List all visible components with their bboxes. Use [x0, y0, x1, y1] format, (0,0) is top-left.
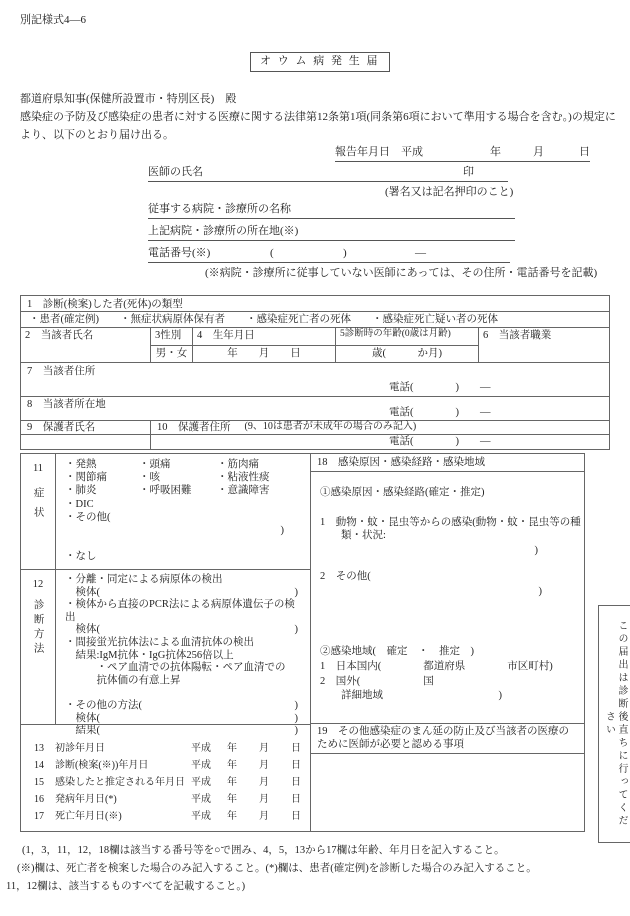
- patient-name-label: 2 当該者氏名: [25, 330, 94, 341]
- phone-note: (※病院・診療所に従事していない医師にあっては、その住所・電話番号を記載): [205, 267, 598, 279]
- age-label: 5診断時の年齢(0歳は月齢): [340, 329, 451, 339]
- diagnosis-line: 検体( ): [65, 712, 298, 724]
- prevention-header: 19 その他感染症のまん延の防止及び当該者の医療のために医師が必要と認める事項: [311, 723, 584, 754]
- clinical-details-table: [20, 453, 585, 832]
- diagnosis-number: 12: [32, 579, 44, 590]
- diagnosis-line: ・間接蛍光抗体法による血清抗体の検出: [65, 636, 254, 648]
- date-row: 14 診断(検案(※))年月日 平成 年 月 日: [34, 760, 301, 771]
- law-text-line1: 感染症の予防及び感染症の患者に対する医療に関する法律第12条第1項(同条第6項において準用する場合を含む。)の規定に: [20, 111, 616, 123]
- report-date-era: 平成: [401, 146, 423, 158]
- symptoms-label: 症状: [32, 487, 44, 527]
- symptom-row: [65, 484, 310, 497]
- date-row-number: 16: [34, 794, 44, 805]
- date-row-number: 13: [34, 743, 44, 754]
- symptom-item: ・関節痛: [65, 472, 107, 484]
- infection-route2: 2 その他(: [320, 571, 371, 582]
- date-row-label: 発病年月日(*): [55, 794, 117, 805]
- diagnosis-line: ・その他の方法( ): [65, 699, 298, 711]
- diagnosis-line: ・分離・同定による病原体の検出: [65, 574, 223, 585]
- guardian-address-label: 10 保護者住所: [157, 422, 231, 433]
- symptom-item: ・発熱: [65, 459, 97, 470]
- law-text-line2: より、以下のとおり届け出る。: [20, 129, 174, 141]
- patient-name-cell: [21, 328, 151, 362]
- symptom-item: ・咳: [139, 472, 160, 484]
- doctor-name-field: [148, 166, 508, 182]
- symptom-item: ・頭痛: [139, 459, 171, 470]
- clinical-right-column: [311, 454, 584, 831]
- report-date-field: [335, 146, 590, 162]
- date-row: 16 発病年月日(*) 平成 年 月 日: [34, 794, 301, 805]
- form-title-box: [250, 52, 390, 72]
- infection-route1-line2: 類・状況:: [320, 530, 386, 541]
- date-row-label: 死亡年月日(※): [55, 811, 122, 822]
- diagnosis-line: [65, 687, 310, 700]
- symptom-item: ・筋肉痛: [217, 459, 259, 470]
- report-date-day: 日: [579, 146, 590, 158]
- patient-location-phone: 電話( ) —: [389, 406, 491, 418]
- report-date-label: 報告年月日: [335, 146, 390, 158]
- guardian-note: (9、10は患者が未成年の場合のみ記入): [244, 421, 417, 432]
- date-row-number: 17: [34, 811, 44, 822]
- birthdate-value: 年 月 日: [193, 345, 335, 361]
- diagnosis-label: 診断方法: [32, 599, 44, 658]
- symptoms-number: 11: [32, 463, 44, 474]
- side-note-box: [598, 605, 630, 843]
- infection-area-detail: 詳細地域 ): [320, 690, 502, 701]
- infection-area-title: ②感染地域( 確定 ・ 推定 ): [320, 646, 474, 657]
- symptom-other-close: ): [280, 525, 284, 537]
- diagnosed-type-options: ・患者(確定例) ・無症状病原体保有者 ・感染症死亡者の死体 ・感染症死亡疑い者の死体: [21, 312, 609, 328]
- guardian-phone-row: [21, 435, 609, 449]
- form-title: オ ウ ム 病 発 生 届: [260, 55, 380, 67]
- clinical-left-column: [21, 454, 311, 831]
- phone-dash: —: [415, 247, 426, 259]
- infection-route-title: ①感染原因・感染経路(確定・推定): [320, 487, 485, 498]
- addressee: 都道府県知事(保健所設置市・特別区長) 殿: [20, 93, 237, 105]
- occupation-label: 6 当該者職業: [483, 330, 552, 341]
- phone-open-paren: (: [270, 247, 274, 259]
- symptom-item: ・呼吸困難: [139, 485, 192, 497]
- sex-cell: [151, 328, 193, 362]
- sex-label: 3性別: [155, 330, 182, 341]
- diagnosis-line: 結果:IgM抗体・IgG抗体256倍以上: [65, 649, 234, 661]
- footer-note-2: (※)欄は、死亡者を検案した場合のみ記入すること。(*)欄は、患者(確定例)を診断した場合のみ記入すること。: [17, 863, 537, 874]
- side-note-text: この届出は診断後直ちに行ってください: [603, 620, 627, 828]
- patient-address-label: 7 当該者住所: [27, 366, 96, 377]
- symptom-other: ・その他(: [65, 511, 111, 523]
- hospital-address-label: 上記病院・診療所の所在地(※): [148, 225, 299, 237]
- patient-info-table: [20, 295, 610, 450]
- date-row: 15 感染したと推定される年月日 平成 年 月 日: [34, 777, 301, 788]
- patient-address-row: [21, 363, 609, 397]
- infection-area-domestic: 1 日本国内( 都道府県 市区町村): [320, 661, 553, 672]
- birthdate-cell: [193, 328, 336, 362]
- infection-content: [311, 472, 584, 723]
- infection-route2-close: ): [538, 586, 542, 597]
- symptoms-label-column: [21, 454, 56, 569]
- guardian-address-cell: [151, 421, 609, 434]
- diagnosis-content: [56, 570, 310, 737]
- report-date-month: 月: [533, 146, 544, 158]
- phone-number-field: [148, 247, 510, 263]
- symptom-item: ・肺炎: [65, 485, 97, 497]
- symptoms-section: [21, 454, 310, 569]
- symptom-row: [65, 458, 310, 471]
- date-row-label: 感染したと推定される年月日: [55, 777, 185, 788]
- patient-identity-row: [21, 328, 609, 363]
- date-row: 17 死亡年月日(※) 平成 年 月 日: [34, 811, 301, 822]
- hospital-name-label: 従事する病院・診療所の名称: [148, 203, 291, 215]
- patient-location-label: 8 当該者所在地: [27, 399, 106, 410]
- guardian-header-row: [21, 421, 609, 435]
- symptom-none: ・なし: [65, 551, 97, 563]
- symptom-row: [65, 471, 310, 484]
- diagnosis-label-column: [21, 570, 56, 724]
- date-row-number: 15: [34, 777, 44, 788]
- phone-number-label: 電話番号(※): [148, 247, 211, 259]
- footer-note-1: (1，3，11，12，18欄は該当する番号等を○で囲み、4，5，13から17欄は年齢、年月日を記入すること。: [22, 845, 505, 856]
- date-row-label: 診断(検案(※))年月日: [55, 760, 149, 771]
- infection-route1-line1: 1 動物・蚊・昆虫等からの感染(動物・蚊・昆虫等の種: [320, 517, 581, 528]
- diagnosis-line: 検体( ): [65, 586, 298, 598]
- date-row-number: 14: [34, 760, 44, 771]
- hospital-address-field: [148, 225, 515, 241]
- symptom-item: ・意識障害: [217, 485, 270, 497]
- guardian-phone-cell: [151, 435, 609, 449]
- sex-options: 男・女: [151, 345, 192, 361]
- patient-address-phone: 電話( ) —: [389, 381, 491, 393]
- report-date-year: 年: [490, 146, 501, 158]
- birthdate-label: 4 生年月日: [197, 330, 255, 341]
- prevention-entry-area: [311, 754, 584, 831]
- age-value: 歳( か月): [336, 345, 478, 361]
- date-row-label: 初診年月日: [55, 743, 105, 754]
- date-row: 13 初診年月日 平成 年 月 日: [34, 743, 301, 754]
- symptom-dic: ・DIC: [65, 498, 94, 510]
- symptoms-content: [56, 454, 310, 569]
- doctor-seal-mark: 印: [463, 166, 474, 178]
- diagnosis-line: ・ペア血清での抗体陽転・ペア血清での: [65, 662, 286, 674]
- diagnosis-line: 抗体価の有意上昇: [65, 674, 181, 686]
- dates-section: [21, 724, 310, 829]
- occupation-cell: [479, 328, 609, 362]
- doctor-name-label: 医師の氏名: [148, 166, 203, 178]
- form-id: 別記様式4—6: [20, 14, 86, 26]
- age-cell: [336, 328, 479, 362]
- phone-close-paren: ): [343, 247, 347, 259]
- guardian-phone: 電話( ) —: [389, 436, 491, 447]
- diagnosis-section: [21, 569, 310, 737]
- infection-area-abroad: 2 国外( 国: [320, 676, 434, 687]
- diagnosis-line: ・検体から直接のPCR法による病原体遺伝子の検出: [65, 599, 295, 623]
- diagnosis-line: 結果( ): [65, 725, 298, 737]
- hospital-name-field: [148, 203, 515, 219]
- guardian-name-label: 9 保護者氏名: [21, 421, 151, 434]
- diagnosed-type-header: 1 診断(検案)した者(死体)の類型: [21, 296, 609, 312]
- guardian-empty-cell: [21, 435, 151, 449]
- infection-header: 18 感染原因・感染経路・感染地域: [311, 454, 584, 472]
- signature-note: (署名又は記名押印のこと): [385, 186, 514, 198]
- footer-note-3: 11，12欄は、該当するものすべてを記載すること。): [6, 881, 246, 892]
- patient-location-row: [21, 397, 609, 421]
- infection-route1-close: ): [534, 545, 538, 556]
- symptom-item: ・粘液性痰: [217, 472, 270, 484]
- diagnosis-line: 検体( ): [65, 624, 298, 636]
